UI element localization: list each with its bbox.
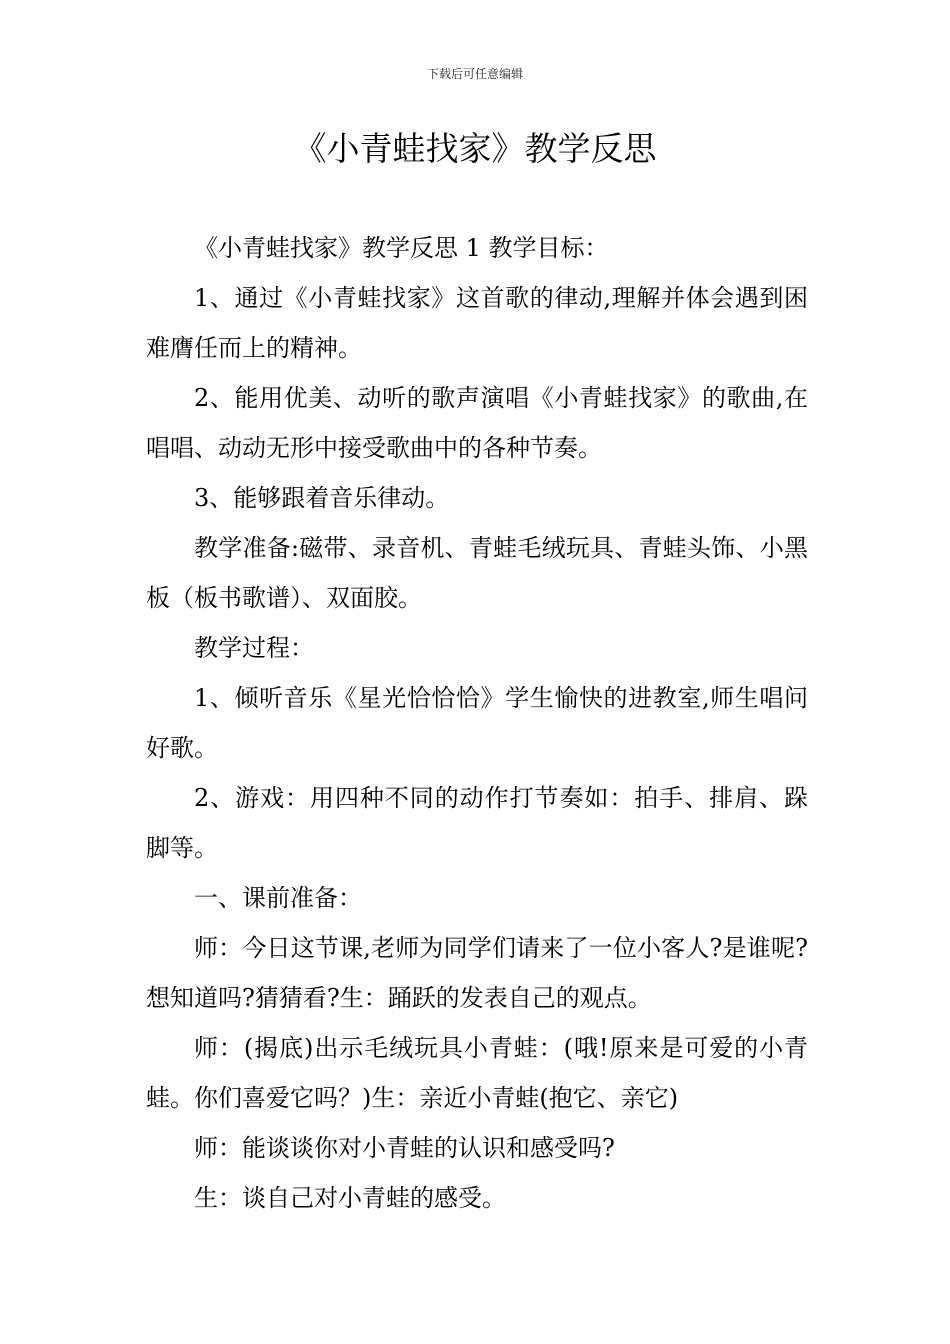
paragraph: 教学过程： <box>194 634 314 662</box>
header-note: 下载后可任意编辑 <box>426 67 523 81</box>
paragraph: 2、能用优美、动听的歌声演唱《小青蛙找家》的歌曲,在唱唱、动动无形中接受歌曲中的各种节奏。 <box>146 384 808 462</box>
paragraph: 一、课前准备： <box>194 884 362 912</box>
paragraph: 师：今日这节课,老师为同学们请来了一位小客人?是谁呢?想知道吗?猜猜看?生：踊跃的发表自己的观点。 <box>146 934 808 1012</box>
paragraph: 教学准备:磁带、录音机、青蛙毛绒玩具、青蛙头饰、小黑板（板书歌谱）、双面胶。 <box>146 534 808 612</box>
document-title: 《小青蛙找家》教学反思 <box>293 129 657 168</box>
paragraph: 3、能够跟着音乐律动。 <box>194 484 450 512</box>
paragraph: 生：谈自己对小青蛙的感受。 <box>194 1184 506 1212</box>
paragraph: 《小青蛙找家》教学反思 1 教学目标： <box>194 234 609 262</box>
paragraph: 2、游戏：用四种不同的动作打节奏如：拍手、排肩、跺脚等。 <box>146 784 808 862</box>
paragraph: 师：(揭底)出示毛绒玩具小青蛙：(哦!原来是可爱的小青蛙。你们喜爱它吗？)生：亲近小青蛙(抱它、亲它) <box>146 1034 808 1112</box>
paragraph: 1、倾听音乐《星光恰恰恰》学生愉快的进教室,师生唱问好歌。 <box>146 684 808 762</box>
paragraph: 1、通过《小青蛙找家》这首歌的律动,理解并体会遇到困难膺任而上的精神。 <box>146 284 808 362</box>
document-body <box>146 223 808 1223</box>
paragraph: 师：能谈谈你对小青蛙的认识和感受吗? <box>194 1134 615 1162</box>
